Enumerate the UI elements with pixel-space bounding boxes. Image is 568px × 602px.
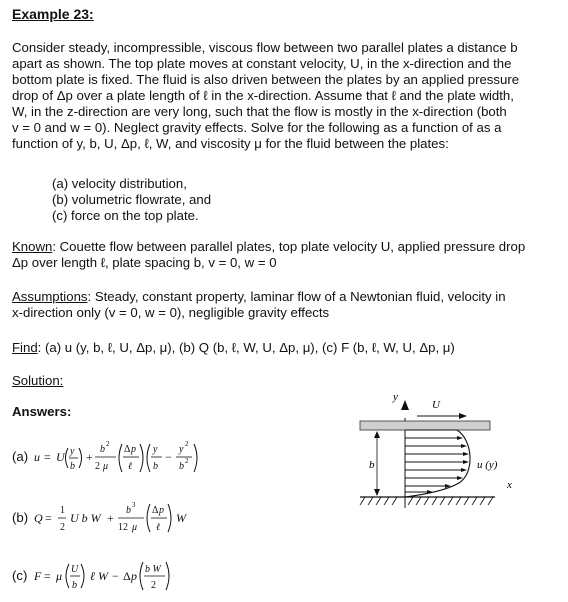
part-c: (c) force on the top plate.: [52, 208, 199, 223]
flow-diagram: [355, 388, 555, 528]
svg-text:ℓ W: ℓ W: [90, 569, 108, 583]
problem-line: W, in the z-direction are very long, such that the flow is mostly in the x-direction (both: [12, 104, 507, 119]
find-text: : (a) u (y, b, ℓ, U, Δp, μ), (b) Q (b, ℓ, W, U, Δp, μ), (c) F (b, ℓ, W, U, Δp, μ): [37, 340, 455, 355]
svg-text:b W: b W: [145, 564, 161, 575]
profile-label: u (y): [477, 459, 498, 471]
part-b: (b) volumetric flowrate, and: [52, 192, 212, 207]
known-label: Known: [12, 239, 53, 254]
svg-text:μ: μ: [103, 461, 109, 472]
svg-text:=: =: [44, 450, 51, 464]
svg-text:p: p: [131, 569, 137, 583]
known-text-2: Δp over length ℓ, plate spacing b, v = 0, w = 0: [12, 255, 277, 270]
svg-text:+: +: [86, 450, 93, 464]
svg-text:b: b: [153, 461, 158, 472]
problem-line: Consider steady, incompressible, viscous flow between two parallel plates a distance b: [12, 40, 518, 55]
find-section: [12, 340, 455, 355]
x-axis-label: x: [507, 479, 512, 491]
assumptions-label: Assumptions: [12, 289, 88, 304]
equation-c: [32, 552, 232, 598]
find-label: Find: [12, 340, 38, 355]
svg-text:2: 2: [185, 457, 189, 465]
velocity-arrowhead-icon: [459, 413, 467, 419]
svg-text:μ: μ: [132, 522, 138, 533]
profile-arrows: [405, 438, 465, 492]
svg-text:2: 2: [106, 440, 110, 448]
svg-text:ℓ: ℓ: [156, 522, 161, 533]
question-parts: [52, 176, 211, 224]
svg-text:Δ: Δ: [123, 569, 131, 583]
svg-text:Δ: Δ: [124, 444, 131, 455]
answers-heading: Answers:: [12, 404, 72, 419]
gap-arrow-up-icon: [374, 431, 380, 438]
wall-hatching: [360, 497, 493, 505]
svg-text:U b W: U b W: [70, 511, 101, 525]
problem-line: v = 0 and w = 0). Neglect gravity effects. Solve for the following as a function of as a: [12, 120, 502, 135]
svg-text:μ: μ: [56, 569, 63, 583]
svg-text:Q: Q: [34, 511, 43, 525]
svg-text:=: =: [44, 569, 51, 583]
svg-text:U: U: [71, 564, 79, 575]
assumptions-text: : Steady, constant property, laminar flow of a Newtonian fluid, velocity in: [87, 289, 506, 304]
top-plate: [360, 421, 490, 430]
svg-text:−: −: [165, 450, 172, 464]
problem-line: apart as shown. The top plate moves at constant velocity, U, in the x-direction and the: [12, 56, 512, 71]
svg-text:b: b: [126, 505, 131, 516]
svg-text:b: b: [72, 580, 77, 591]
svg-text:ℓ: ℓ: [128, 461, 133, 472]
example-title: Example 23:: [12, 6, 94, 22]
svg-text:1: 1: [60, 505, 65, 516]
known-section: [12, 239, 560, 271]
svg-text:b: b: [100, 444, 105, 455]
answer-a-label: (a): [12, 449, 29, 464]
svg-text:2: 2: [151, 580, 156, 591]
svg-text:12: 12: [118, 522, 128, 533]
svg-text:y: y: [179, 444, 184, 455]
known-text: : Couette flow between parallel plates, top plate velocity U, applied pressure drop: [52, 239, 526, 254]
svg-text:F: F: [34, 569, 42, 583]
svg-text:3: 3: [132, 501, 136, 509]
equation-a: [32, 434, 232, 480]
part-a: (a) velocity distribution,: [52, 176, 187, 191]
solution-heading: Solution:: [12, 373, 64, 388]
svg-text:+: +: [107, 511, 114, 525]
y-axis-arrow-icon: [401, 400, 409, 410]
top-velocity-label: U: [432, 399, 440, 411]
svg-text:W: W: [176, 511, 186, 525]
gap-label: b: [369, 459, 375, 471]
svg-text:y: y: [70, 446, 75, 457]
svg-text:b: b: [70, 461, 75, 472]
svg-text:u: u: [34, 450, 40, 464]
gap-arrow-down-icon: [374, 489, 380, 496]
answer-b-label: (b): [12, 510, 29, 525]
svg-text:=: =: [45, 511, 52, 525]
svg-text:2: 2: [95, 461, 100, 472]
svg-text:b: b: [179, 461, 184, 472]
assumptions-section: [12, 289, 560, 321]
svg-text:U: U: [56, 450, 65, 464]
svg-text:p: p: [159, 505, 164, 516]
equation-b: [32, 494, 232, 540]
problem-line: function of y, b, U, Δp, ℓ, W, and viscosity μ for the fluid between the plates:: [12, 136, 449, 151]
svg-text:−: −: [112, 569, 119, 583]
assumptions-text-2: x-direction only (v = 0, w = 0), negligible gravity effects: [12, 305, 330, 320]
svg-text:2: 2: [185, 440, 189, 448]
problem-statement: [12, 40, 560, 152]
svg-text:Δ: Δ: [152, 505, 159, 516]
svg-text:y: y: [153, 444, 158, 455]
answer-c-label: (c): [12, 568, 28, 583]
y-axis-label: y: [393, 391, 398, 403]
problem-line: drop of Δp over a plate length of ℓ in the x-direction. Assume that ℓ and the plate width,: [12, 88, 514, 103]
svg-text:2: 2: [60, 522, 65, 533]
problem-line: bottom plate is fixed. The fluid is also driven between the plates by an applied pressure: [12, 72, 520, 87]
velocity-profile: [405, 430, 470, 497]
svg-text:p: p: [131, 444, 136, 455]
